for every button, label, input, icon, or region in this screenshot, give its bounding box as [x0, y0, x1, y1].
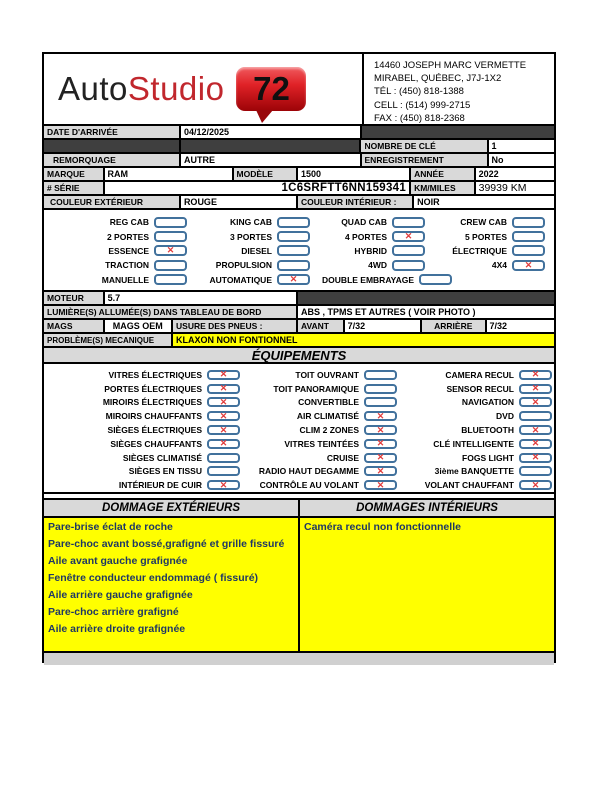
camera-recul-checkbox[interactable]: ✕: [519, 370, 552, 380]
quad-cab-checkbox[interactable]: [392, 217, 425, 228]
equipment-row: [44, 451, 554, 465]
form-footer-bar: [44, 653, 554, 665]
damage-line: Aile avant gauche grafignée: [48, 555, 188, 567]
diesel-checkbox[interactable]: [277, 245, 310, 256]
fogs-light-checkbox[interactable]: ✕: [519, 453, 552, 463]
form-header: [44, 54, 554, 126]
controle-au-volant-checkbox[interactable]: ✕: [364, 480, 397, 490]
front-tire-field[interactable]: 7/32: [345, 320, 422, 332]
interieur-de-cuir-checkbox[interactable]: ✕: [207, 480, 240, 490]
mags-field[interactable]: MAGS OEM: [105, 320, 173, 332]
registration-label: ENREGISTREMENT: [362, 154, 489, 166]
bluetooth-checkbox[interactable]: ✕: [519, 425, 552, 435]
equipment-label: NAVIGATION: [461, 397, 514, 408]
option-label: 2 PORTES: [106, 231, 149, 242]
equipment-row: [44, 465, 554, 479]
exterior-damages-title: DOMMAGE EXTÉRIEURS: [44, 500, 300, 516]
sensor-recul-checkbox[interactable]: ✕: [519, 384, 552, 394]
toit-ouvrant-checkbox[interactable]: [364, 370, 397, 380]
logo-auto-text: Auto: [58, 70, 128, 107]
equipment-label: DVD: [496, 411, 514, 422]
4-portes-checkbox[interactable]: ✕: [392, 231, 425, 242]
damages-body: [44, 518, 554, 653]
cell-line: CELL : (514) 999-2715: [374, 99, 471, 111]
equipment-label: SENSOR RECUL: [446, 383, 514, 394]
option-label: QUAD CAB: [341, 217, 387, 228]
damage-line: Pare-brise éclat de roche: [48, 521, 173, 533]
equipment-label: INTÉRIEUR DE CUIR: [118, 480, 202, 491]
sieges-en-tissu-checkbox[interactable]: [207, 466, 240, 476]
model-field[interactable]: 1500: [298, 168, 411, 180]
option-label: ÉLECTRIQUE: [452, 245, 507, 256]
option-label: ESSENCE: [108, 245, 149, 256]
hybrid-checkbox[interactable]: [392, 245, 425, 256]
cab-config-row: [44, 215, 554, 229]
5-portes-checkbox[interactable]: [512, 231, 545, 242]
3-portes-checkbox[interactable]: [277, 231, 310, 242]
clim-2-zones-checkbox[interactable]: ✕: [364, 425, 397, 435]
equipment-row: [44, 409, 554, 423]
cab-config-row: [44, 244, 554, 258]
miroirs-chauffants-checkbox[interactable]: ✕: [207, 411, 240, 421]
autostudio-logo: [58, 67, 306, 111]
damage-line: Pare-choc avant bossé,grafigné et grille fissuré: [48, 538, 285, 550]
option-label: 4 PORTES: [344, 231, 387, 242]
logo-wordmark: [58, 70, 224, 108]
automatique-checkbox[interactable]: ✕: [277, 274, 310, 285]
equipments-section-title: ÉQUIPEMENTS: [44, 348, 554, 364]
king-cab-checkbox[interactable]: [277, 217, 310, 228]
equipment-label: CLÉ INTELLIGENTE: [433, 438, 514, 449]
crew-cab-checkbox[interactable]: [512, 217, 545, 228]
dash-lights-field[interactable]: ABS , TPMS ET AUTRES ( VOIR PHOTO ): [298, 306, 554, 318]
option-label: 4WD: [368, 260, 387, 271]
towing-field[interactable]: AUTRE: [181, 154, 362, 166]
equipment-label: MIROIRS ÉLECTRIQUES: [102, 397, 202, 408]
toit-panoramique-checkbox[interactable]: [364, 384, 397, 394]
filler-dark-cell: [362, 126, 554, 138]
equipment-row: [44, 437, 554, 451]
equipment-label: AIR CLIMATISÉ: [296, 411, 359, 422]
key-count-field[interactable]: 1: [489, 140, 555, 152]
dash-lights-row: [44, 306, 554, 320]
equipment-label: PORTES ÉLECTRIQUES: [104, 383, 202, 394]
arrival-date-field[interactable]: 04/12/2025: [181, 126, 362, 138]
cab-config-section: [44, 210, 554, 292]
vitres-electriques-checkbox[interactable]: ✕: [207, 370, 240, 380]
vin-field[interactable]: 1C6SRFTT6NN159341: [105, 182, 412, 194]
damage-line: Aile arrière droite grafignée: [48, 623, 186, 635]
interior-damages-title: DOMMAGES INTÉRIEURS: [300, 500, 554, 516]
portes-electriques-checkbox[interactable]: ✕: [207, 384, 240, 394]
rear-tire-field[interactable]: 7/32: [487, 320, 554, 332]
option-label: DOUBLE EMBRAYAGE: [322, 274, 414, 285]
exterior-color-field[interactable]: ROUGE: [181, 196, 298, 208]
equipment-label: CLIM 2 ZONES: [299, 425, 359, 436]
dealer-address-block: [364, 54, 554, 124]
model-label: MODÈLE: [234, 168, 299, 180]
electrique-checkbox[interactable]: [512, 245, 545, 256]
registration-field[interactable]: No: [489, 154, 555, 166]
damage-line: Fenêtre conducteur endommagé ( fissuré): [48, 572, 259, 584]
mechanical-problems-row: [44, 334, 554, 348]
equipment-label: SIÈGES CHAUFFANTS: [110, 438, 202, 449]
miroirs-electriques-checkbox[interactable]: ✕: [207, 397, 240, 407]
2-portes-checkbox[interactable]: [154, 231, 187, 242]
cab-config-row: [44, 273, 554, 287]
traction-checkbox[interactable]: [154, 260, 187, 271]
equipment-label: CONTRÔLE AU VOLANT: [259, 480, 359, 491]
towing-label: REMORQUAGE: [44, 154, 181, 166]
equipment-label: VOLANT CHAUFFANT: [424, 480, 514, 491]
cruise-checkbox[interactable]: ✕: [364, 453, 397, 463]
arrival-date-label: DATE D'ARRIVÉE: [44, 126, 181, 138]
damage-line: Pare-choc arrière grafigné: [48, 606, 179, 618]
damage-line: Caméra recul non fonctionnelle: [304, 521, 461, 533]
exterior-damages-field[interactable]: [44, 518, 300, 651]
engine-field[interactable]: 5.7: [105, 292, 298, 304]
option-label: DIESEL: [241, 245, 272, 256]
equipment-label: BLUETOOTH: [461, 425, 514, 436]
equipments-section: [44, 364, 554, 494]
logo-studio-text: Studio: [127, 70, 225, 107]
equipment-label: SIÈGES CLIMATISÉ: [122, 452, 202, 463]
option-label: AUTOMATIQUE: [209, 274, 272, 285]
propulsion-checkbox[interactable]: [277, 260, 310, 271]
damage-line: Aile arrière gauche grafignée: [48, 589, 193, 601]
equipment-label: SIÈGES EN TISSU: [128, 466, 202, 477]
equipment-row: [44, 396, 554, 410]
sieges-chauffants-checkbox[interactable]: ✕: [207, 439, 240, 449]
4x4-checkbox[interactable]: ✕: [512, 260, 545, 271]
equipment-label: CAMERA RECUL: [445, 369, 514, 380]
key-count-label: NOMBRE DE CLÉ: [361, 140, 488, 152]
exterior-color-label: COULEUR EXTÉRIEUR: [44, 196, 181, 208]
option-label: 3 PORTES: [229, 231, 272, 242]
equipment-label: MIROIRS CHAUFFANTS: [105, 411, 202, 422]
option-label: MANUELLE: [101, 274, 149, 285]
equipment-row: [44, 478, 554, 492]
option-label: KING CAB: [229, 217, 272, 228]
air-climatise-checkbox[interactable]: ✕: [364, 411, 397, 421]
date-row: [44, 126, 554, 140]
vitres-teintees-checkbox[interactable]: ✕: [364, 439, 397, 449]
equipment-label: VITRES TEINTÉES: [284, 438, 359, 449]
essence-checkbox[interactable]: ✕: [154, 245, 187, 256]
mags-label: MAGS: [44, 320, 105, 332]
equipment-label: 3ième BANQUETTE: [434, 466, 514, 477]
reg-cab-checkbox[interactable]: [154, 217, 187, 228]
logo-72-badge-icon: [236, 67, 306, 111]
equipment-label: RADIO HAUT DEGAMME: [258, 466, 359, 477]
vehicle-inspection-form: [42, 52, 556, 663]
equipment-row: [44, 368, 554, 382]
front-tire-label: AVANT: [298, 320, 345, 332]
radio-haut-de-gamme-checkbox[interactable]: ✕: [364, 466, 397, 476]
convertible-checkbox[interactable]: [364, 397, 397, 407]
sieges-climatise-checkbox[interactable]: [207, 453, 240, 463]
phone-line: TÉL : (450) 818-1388: [374, 86, 464, 98]
engine-label: MOTEUR: [44, 292, 105, 304]
navigation-checkbox[interactable]: ✕: [519, 397, 552, 407]
volant-chauffant-checkbox[interactable]: ✕: [519, 480, 552, 490]
year-field[interactable]: 2022: [476, 168, 554, 180]
tire-wear-label: USURE DES PNEUS :: [173, 320, 298, 332]
engine-row: [44, 292, 554, 306]
dash-lights-label: LUMIÈRE(S) ALLUMÉE(S) DANS TABLEAU DE BORD: [44, 306, 298, 318]
option-label: PROPULSION: [215, 260, 272, 271]
dvd-checkbox[interactable]: [519, 411, 552, 421]
double-embrayage-checkbox[interactable]: [419, 274, 452, 285]
equipment-label: VITRES ÉLECTRIQUES: [108, 369, 202, 380]
filler-dark-cell: [298, 292, 554, 304]
make-model-year-row: [44, 168, 554, 182]
manuelle-checkbox[interactable]: [154, 274, 187, 285]
equipment-label: FOGS LIGHT: [462, 452, 514, 463]
address-line: MIRABEL, QUÉBEC, J7J-1X2: [374, 73, 502, 85]
rear-tire-label: ARRIÈRE: [422, 320, 487, 332]
option-label: CREW CAB: [460, 217, 507, 228]
interior-damages-field[interactable]: [300, 518, 554, 651]
logo-cell: [44, 54, 364, 124]
option-label: REG CAB: [109, 217, 149, 228]
cle-intelligente-checkbox[interactable]: ✕: [519, 439, 552, 449]
address-line: 14460 JOSEPH MARC VERMETTE: [374, 60, 527, 71]
equipment-row: [44, 423, 554, 437]
option-label: HYBRID: [354, 245, 387, 256]
logo-badge-number: 72: [253, 70, 290, 107]
vin-km-row: [44, 182, 554, 196]
towing-row: [44, 154, 554, 168]
serial-label: # SÉRIE: [44, 182, 105, 194]
mechanical-problems-field[interactable]: KLAXON NON FONTIONNEL: [173, 334, 554, 346]
interior-color-field[interactable]: NOIR: [414, 196, 554, 208]
km-field[interactable]: 39939 KM: [476, 182, 554, 194]
km-label: KM/MILES: [411, 182, 476, 194]
equipment-label: SIÈGES ÉLECTRIQUES: [107, 425, 202, 436]
make-label: MARQUE: [44, 168, 105, 180]
3ieme-banquette-checkbox[interactable]: [519, 466, 552, 476]
keys-row: [44, 140, 554, 154]
interior-color-label: COULEUR INTÉRIEUR :: [298, 196, 414, 208]
4wd-checkbox[interactable]: [392, 260, 425, 271]
make-field[interactable]: RAM: [105, 168, 234, 180]
equipment-label: CONVERTIBLE: [298, 397, 359, 408]
option-label: TRACTION: [105, 260, 149, 271]
sieges-electriques-checkbox[interactable]: ✕: [207, 425, 240, 435]
color-row: [44, 196, 554, 210]
fax-line: FAX : (450) 818-2368: [374, 112, 465, 124]
option-label: 4X4: [491, 260, 507, 271]
option-label: 5 PORTES: [464, 231, 507, 242]
filler-dark-cell: [44, 140, 181, 152]
damages-header-row: [44, 500, 554, 518]
equipment-label: CRUISE: [326, 452, 359, 463]
filler-dark-cell: [181, 140, 362, 152]
equipment-label: TOIT PANORAMIQUE: [273, 383, 359, 394]
mags-tires-row: [44, 320, 554, 334]
cab-config-row: [44, 229, 554, 243]
logo-badge-tail: [256, 110, 273, 123]
cab-config-row: [44, 258, 554, 272]
equipment-label: TOIT OUVRANT: [295, 369, 359, 380]
mechanical-problems-label: PROBLÈME(S) MECANIQUE: [44, 334, 173, 346]
year-label: ANNÉE: [411, 168, 476, 180]
equipment-row: [44, 382, 554, 396]
